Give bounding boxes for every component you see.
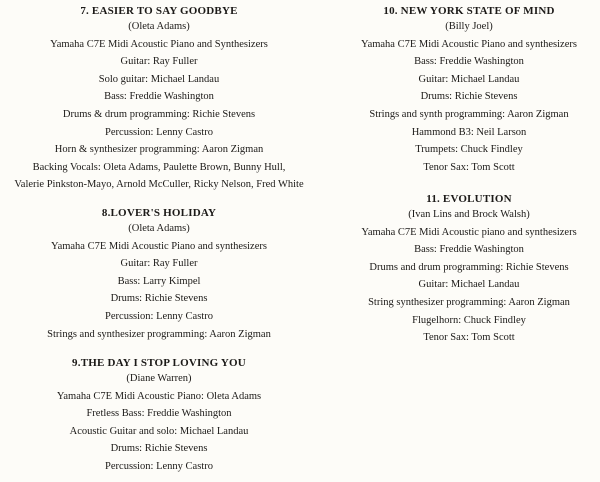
credit-line: Backing Vocals: Oleta Adams, Paulette Brown, Bunny Hull,: [32, 161, 286, 173]
track-credits: [0, 4, 318, 194]
credit-line: Yamaha C7E Midi Acoustic piano and synthesizers: [361, 226, 577, 238]
credit-line: Drums: Richie Stevens: [420, 91, 518, 103]
credit-line: Trumpets: Chuck Findley: [415, 144, 523, 156]
songwriter-credit: (Oleta Adams): [128, 223, 190, 234]
track-title: 11. EVOLUTION: [426, 193, 512, 205]
songwriter-credit: (Billy Joel): [445, 21, 493, 32]
track-title: 9.THE DAY I STOP LOVING YOU: [72, 357, 246, 369]
credit-line: Hammond B3: Neil Larson: [411, 126, 527, 138]
credit-line: Flugelhorn: Chuck Findley: [412, 314, 526, 326]
credit-line: Drums and drum programming: Richie Stevens: [369, 261, 569, 273]
credit-line: Yamaha C7E Midi Acoustic Piano: Oleta Adams: [56, 390, 262, 402]
credit-line: Yamaha C7E Midi Acoustic Piano and Synthesizers: [50, 38, 268, 50]
credit-line: Tenor Sax: Tom Scott: [423, 332, 515, 344]
track-title: 8.LOVER'S HOLIDAY: [101, 207, 217, 219]
track-credits: [338, 192, 600, 347]
credit-line: Acoustic Guitar and solo: Michael Landau: [69, 425, 249, 437]
credit-line: Tenor Sax: Tom Scott: [423, 161, 515, 173]
credit-line: Guitar: Michael Landau: [418, 73, 520, 85]
credit-line: Guitar: Ray Fuller: [120, 56, 198, 68]
songwriter-credit: (Oleta Adams): [128, 21, 190, 32]
credit-line: Percussion: Lenny Castro: [105, 460, 213, 472]
credit-line: Strings and synthesizer programming: Aaron Zigman: [47, 328, 271, 340]
credit-line: Drums: Richie Stevens: [110, 443, 208, 455]
songwriter-credit: (Ivan Lins and Brock Walsh): [408, 209, 530, 220]
credit-line: Yamaha C7E Midi Acoustic Piano and synthesizers: [361, 38, 577, 50]
credit-line: Guitar: Ray Fuller: [120, 258, 198, 270]
credit-line: Fretless Bass: Freddie Washington: [86, 408, 232, 420]
track-title: 10. NEW YORK STATE OF MIND: [383, 5, 555, 17]
credit-line: Bass: Larry Kimpel: [117, 275, 201, 287]
track-title: 7. EASIER TO SAY GOODBYE: [80, 5, 238, 17]
credit-line: Solo guitar: Michael Landau: [98, 73, 220, 85]
credit-line: Guitar: Michael Landau: [418, 279, 520, 291]
track-credits: [0, 356, 318, 476]
songwriter-credit: (Diane Warren): [126, 373, 192, 384]
credit-line: Drums: Richie Stevens: [110, 293, 208, 305]
credit-line: Bass: Freddie Washington: [414, 56, 524, 68]
credit-line: Drums & drum programming: Richie Stevens: [62, 108, 256, 120]
credit-line: Bass: Freddie Washington: [104, 91, 214, 103]
credit-line: Valerie Pinkston-Mayo, Arnold McCuller, Ricky Nelson, Fred White: [14, 179, 304, 191]
credit-line: Horn & synthesizer programming: Aaron Zigman: [54, 144, 264, 156]
track-credits: [338, 4, 600, 176]
credit-line: Bass: Freddie Washington: [414, 244, 524, 256]
credit-line: Percussion: Lenny Castro: [105, 126, 213, 138]
credit-line: Yamaha C7E Midi Acoustic Piano and synthesizers: [51, 240, 267, 252]
credit-line: Percussion: Lenny Castro: [105, 310, 213, 322]
credit-line: String synthesizer programming: Aaron Zigman: [368, 296, 570, 308]
track-credits: [0, 206, 318, 343]
credit-line: Strings and synth programming: Aaron Zigman: [369, 108, 569, 120]
